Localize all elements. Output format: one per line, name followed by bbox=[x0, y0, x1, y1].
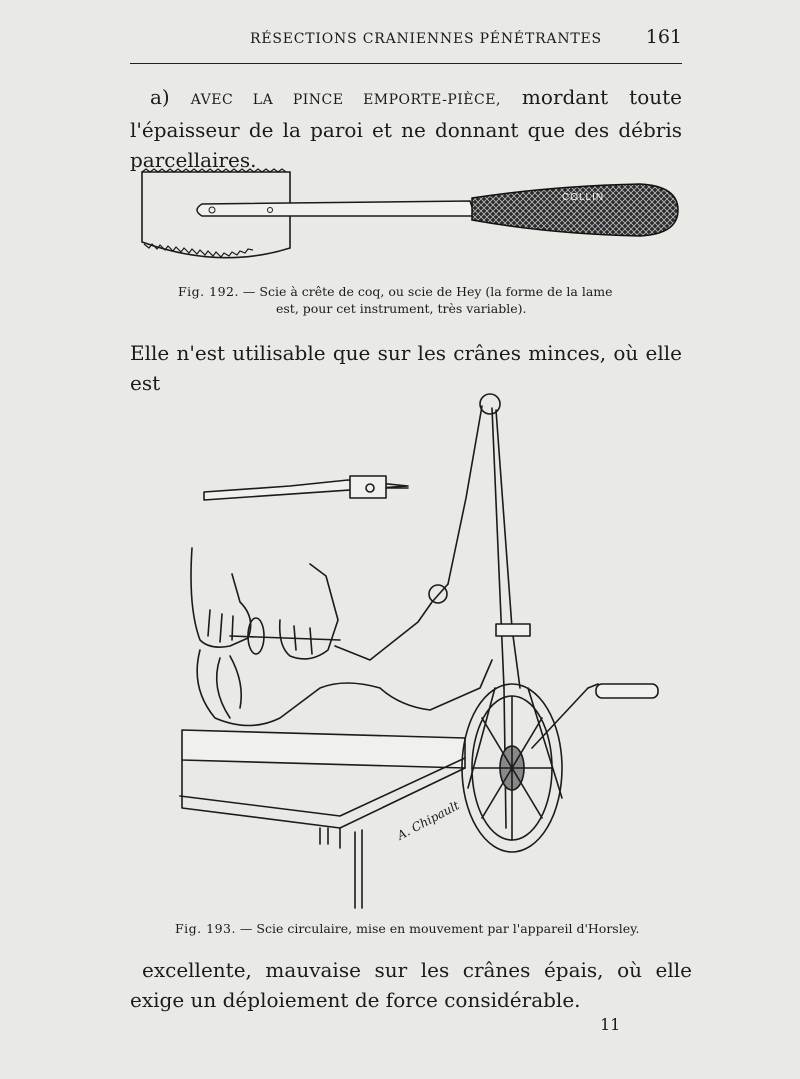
page-number: 161 bbox=[645, 26, 682, 48]
handle-maker-text: COLLIN bbox=[562, 192, 605, 203]
figure-label: Fig. 193. bbox=[175, 921, 236, 936]
running-title: RÉSECTIONS CRANIENNES PÉNÉTRANTES bbox=[250, 31, 602, 47]
flexible-arm bbox=[335, 394, 520, 688]
printer-signature-mark: 11 bbox=[600, 1015, 621, 1034]
paragraph-text: mordant toute l'épaisseur de la paroi et ne donnant que des débris parcellaires. bbox=[130, 85, 682, 172]
figure-192-hey-saw bbox=[130, 160, 690, 280]
circular-saw-blade bbox=[230, 618, 340, 654]
patient-head bbox=[197, 650, 492, 726]
paragraph-utilisable: Elle n'est utilisable que sur les crânes minces, où elle est bbox=[130, 341, 682, 395]
surgeon-hands bbox=[191, 548, 338, 659]
detached-handpiece bbox=[204, 476, 408, 500]
artist-signature: A. Chipault bbox=[394, 798, 462, 843]
caption-fig-193 bbox=[175, 920, 695, 937]
figure-label: Fig. 192. bbox=[178, 284, 239, 299]
caption-fig-192 bbox=[178, 283, 658, 317]
paragraph-excellente: excellente, mauvaise sur les crânes épais, où elle exige un déploiement de force considérable. bbox=[130, 958, 692, 1012]
caption-text: — Scie circulaire, mise en mouvement par l'appareil d'Horsley. bbox=[235, 921, 640, 936]
drive-wheel bbox=[462, 684, 562, 852]
saw-teeth-bottom bbox=[144, 244, 253, 257]
list-marker: a) bbox=[150, 85, 170, 109]
figure-193-horsley-apparatus bbox=[170, 388, 670, 913]
saw-shaft bbox=[197, 201, 475, 216]
caption-text-cont: est, pour cet instrument, très variable). bbox=[276, 301, 527, 316]
header-rule bbox=[130, 63, 682, 64]
smallcaps-heading: AVEC LA PINCE EMPORTE-PIÈCE, bbox=[190, 92, 501, 108]
running-head bbox=[130, 26, 682, 48]
caption-text: — Scie à crête de coq, ou scie de Hey (la forme de la lame bbox=[238, 284, 613, 299]
